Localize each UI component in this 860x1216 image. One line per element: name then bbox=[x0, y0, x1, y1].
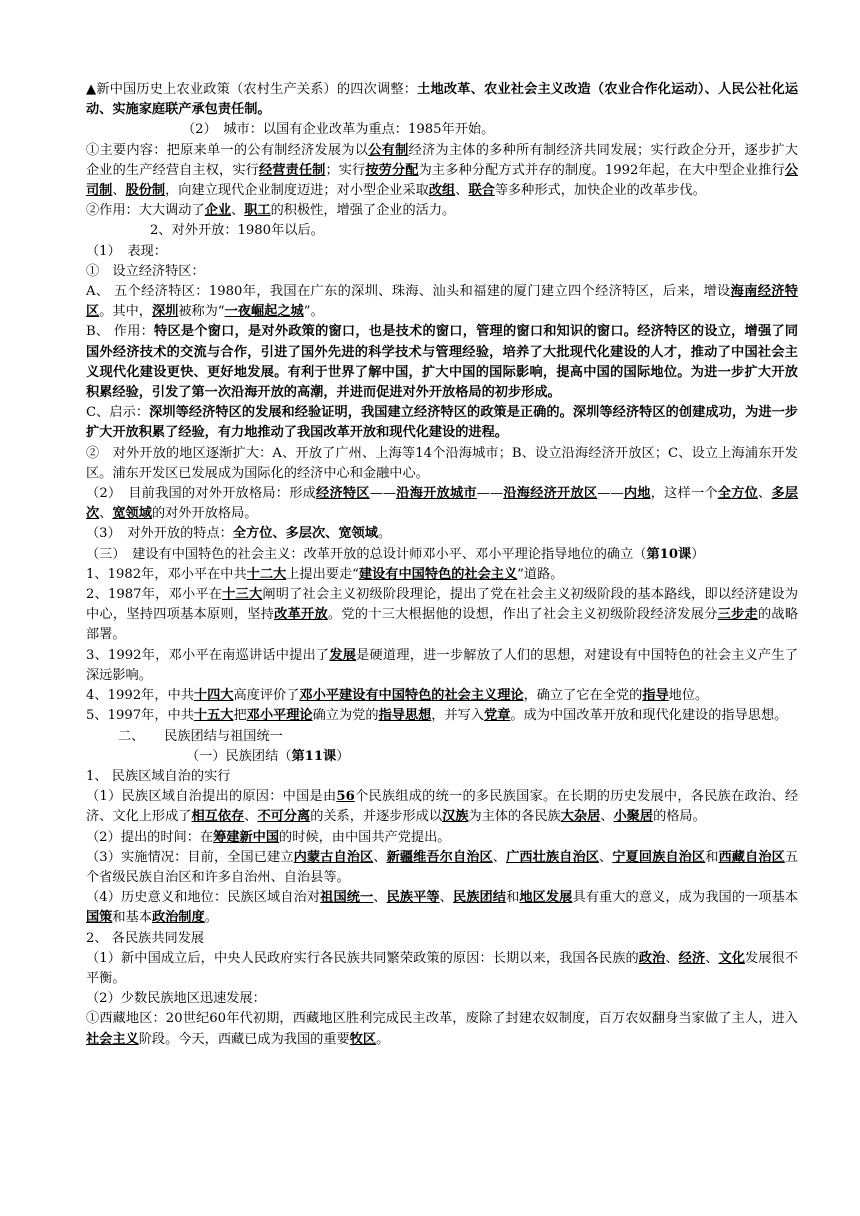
key-term: 深圳 bbox=[151, 304, 179, 320]
text-run: 二、 民族团结与祖国统一 bbox=[118, 728, 283, 744]
paragraph bbox=[86, 747, 798, 767]
text-run: 的时候，由中国共产党提出。 bbox=[279, 829, 451, 845]
text-run: 5、1997年，中共 bbox=[86, 708, 194, 724]
text-run: 、 bbox=[599, 849, 613, 865]
text-run: ，这样一个 bbox=[650, 486, 718, 502]
text-run: 上提出要走“ bbox=[286, 566, 359, 582]
key-term: 全方位 bbox=[717, 486, 759, 502]
key-term: 一夜崛起之城 bbox=[224, 304, 304, 320]
emphasis-text: 深圳等经济特区的发展和经验证明，我国建立经济特区的政策是正确的。深圳等经济特区的创建成功，为进一步扩大开放积累了经验，有力地推动了我国改革开放和现代化建设的进程。 bbox=[86, 405, 798, 441]
key-term: 宽领域 bbox=[112, 506, 152, 522]
paragraph bbox=[86, 282, 798, 322]
text-run: （3） 对外开放的特点： bbox=[86, 526, 233, 542]
paragraph bbox=[86, 787, 798, 827]
text-run: 阐明了社会主义初级阶段理论，提出了党在社会主义初级阶段的基本路线，即以经济建设为中心，坚持四项基本原则，坚持 bbox=[86, 587, 799, 623]
text-run: 、 bbox=[492, 849, 507, 865]
emphasis-text: 特区是个窗口，是对外政策的窗口，也是技术的窗口，管理的窗口和知识的窗口。经济特区的设立，增强了同国外经济技术的交流与合作，引进了国外先进的科学技术与管理经验，培养了大批现代化建设的人才，推动了中国社会主义现代化建设更快、更好地发展。有利于世界了解中国，扩大中国的国际影响，提高中国的国际地位。为进一步扩大开放积累经验，引发了第一次沿海开放的高潮，并进而促进对外开放格局的初步形成。 bbox=[86, 324, 799, 401]
text-run: （三） 建设有中国特色的社会主义：改革开放的总设计师邓小平、邓小平理论指导地位的确立（ bbox=[86, 546, 647, 562]
text-run: ，确立了它在全党的 bbox=[523, 688, 643, 704]
key-term: 民族平等 bbox=[386, 890, 440, 906]
text-run: 4、1992年，中共 bbox=[86, 688, 194, 704]
text-run: 确立为党的 bbox=[312, 708, 379, 724]
key-term: 文化 bbox=[718, 950, 746, 966]
key-term: 发展 bbox=[329, 647, 357, 663]
text-run: 2、1987年，邓小平在 bbox=[86, 587, 223, 603]
text-run: 的关系，并逐步形成以 bbox=[310, 809, 443, 825]
key-term: 党章 bbox=[484, 708, 511, 724]
text-run: 把 bbox=[233, 708, 247, 724]
text-run: 经济为主体的多种所有制经济共同发展；实行政企分开，逐步扩大企业的生产经营自主权，实行 bbox=[86, 142, 799, 178]
key-term: 地区发展 bbox=[519, 890, 573, 906]
paragraph bbox=[86, 848, 798, 888]
text-run: 、 bbox=[244, 809, 258, 825]
text-run: 的战略部署。 bbox=[86, 607, 799, 643]
key-term: 改组 bbox=[428, 183, 456, 199]
text-run: 高度评价了 bbox=[233, 688, 300, 704]
text-run: （2） 城市：以国有企业改革为重点：1985年开始。 bbox=[182, 122, 495, 138]
key-term: 公有制 bbox=[368, 142, 409, 158]
text-run: C、启示： bbox=[86, 405, 150, 421]
paragraph bbox=[86, 484, 798, 524]
text-run: ”。 bbox=[303, 304, 324, 320]
text-run: 五个省级民族自治区和许多自治州、自治县等。 bbox=[86, 849, 799, 885]
text-run: （1）民族区域自治提出的原因：中国是由 bbox=[86, 789, 337, 805]
key-term: 职工 bbox=[244, 203, 271, 219]
key-term: 十四大 bbox=[193, 688, 234, 704]
text-run: 2、 各民族共同发展 bbox=[86, 930, 205, 946]
key-term: 十五大 bbox=[193, 708, 234, 724]
text-run: 、 bbox=[99, 506, 113, 522]
text-run: 被称为“ bbox=[178, 304, 225, 320]
key-term: 海南经济特区 bbox=[86, 284, 798, 320]
text-run: 1、 民族区域自治的实行 bbox=[86, 768, 231, 784]
key-term: 按劳分配 bbox=[365, 162, 419, 178]
paragraph bbox=[86, 646, 798, 686]
emphasis-text: 第11课 bbox=[291, 748, 337, 764]
key-term: 沿海开放城市 bbox=[396, 486, 477, 502]
text-run: 和 bbox=[705, 849, 719, 865]
key-term: 指导思想 bbox=[378, 708, 432, 724]
text-run: 发展很不平衡。 bbox=[86, 950, 799, 986]
text-run: ；实行 bbox=[325, 162, 366, 178]
text-run: （2）少数民族地区迅速发展： bbox=[86, 991, 266, 1007]
paragraph bbox=[86, 888, 798, 928]
key-term: 56 bbox=[336, 789, 355, 805]
emphasis-text: 全方位、多层次、宽领域 bbox=[232, 526, 378, 542]
text-run: 1、1982年，邓小平在中共 bbox=[86, 566, 247, 582]
text-run: 、 bbox=[373, 849, 387, 865]
text-run: 和 bbox=[506, 890, 520, 906]
key-term: 小聚居 bbox=[613, 809, 654, 825]
text-run: —— bbox=[476, 486, 504, 502]
key-term: 西藏自治区 bbox=[718, 849, 785, 865]
emphasis-text: 第10课 bbox=[646, 546, 692, 562]
text-run: 的对外开放格局。 bbox=[151, 506, 258, 522]
paragraph bbox=[86, 201, 798, 221]
key-term: 经济特区 bbox=[316, 486, 370, 502]
key-term: 大杂居 bbox=[560, 809, 601, 825]
text-run: （1）新中国成立后，中央人民政府实行各民族共同繁荣政策的原因：长期以来，我国各民族的 bbox=[86, 950, 639, 966]
text-run: 个民族组成的统一的多民族国家。在长期的历史发展中，各民族在政治、经济、文化上形成了 bbox=[86, 789, 799, 825]
key-term: 广西壮族自治区 bbox=[506, 849, 599, 865]
key-term: 社会主义 bbox=[86, 1031, 139, 1047]
paragraph bbox=[86, 242, 798, 262]
key-term: 筹建新中国 bbox=[213, 829, 280, 845]
text-run: 、 bbox=[455, 183, 469, 199]
text-run: ） bbox=[336, 748, 350, 764]
paragraph bbox=[86, 828, 798, 848]
key-term: 民族团结 bbox=[452, 890, 507, 906]
key-term: 汉族 bbox=[442, 809, 469, 825]
text-run: 、 bbox=[758, 486, 772, 502]
key-term: 不可分离 bbox=[257, 809, 311, 825]
text-run: 、 bbox=[373, 890, 387, 906]
key-term: 改革开放 bbox=[274, 607, 328, 623]
text-run: 、 bbox=[600, 809, 614, 825]
text-run: 。成为中国改革开放和现代化建设的指导思想。 bbox=[510, 708, 788, 724]
paragraph bbox=[86, 524, 798, 544]
text-run: 。党的十三大根据他的设想，作出了社会主义初级阶段经济发展分 bbox=[327, 607, 718, 623]
text-run: —— bbox=[369, 486, 397, 502]
key-term: 三步走 bbox=[717, 607, 758, 623]
paragraph bbox=[86, 80, 798, 120]
text-run: 是硬道理，进一步解放了人们的思想，对建设有中国特色的社会主义产生了深远影响。 bbox=[86, 647, 799, 683]
key-term: 沿海经济开放区 bbox=[503, 486, 598, 502]
key-term: 联合 bbox=[468, 183, 495, 199]
key-term: 股份制 bbox=[125, 183, 166, 199]
emphasis-text: 土地改革、农业社会主义改造（农业合作化运动）、人民公社化运动、实施家庭联产承包责任制。 bbox=[86, 82, 799, 118]
text-run: 。 bbox=[377, 526, 392, 542]
text-run: 的积极性，增强了企业的活力。 bbox=[270, 203, 456, 219]
text-run: 等多种形式，加快企业的改革步伐。 bbox=[494, 183, 706, 199]
text-run: （一）民族团结（ bbox=[186, 748, 292, 764]
text-run: ①西藏地区：20世纪60年代初期，西藏地区胜利完成民主改革，废除了封建农奴制度，百万农奴翻身当家做了主人，进入 bbox=[86, 1011, 798, 1027]
key-term: 十二大 bbox=[246, 566, 287, 582]
paragraph bbox=[86, 221, 798, 241]
text-run: 的格局。 bbox=[653, 809, 706, 825]
paragraph bbox=[86, 444, 798, 484]
key-term: 祖国统一 bbox=[320, 890, 374, 906]
key-term: 多层次 bbox=[86, 486, 799, 522]
text-run: ②作用：大大调动了 bbox=[86, 203, 205, 219]
paragraph bbox=[86, 403, 798, 443]
text-run: B、 作用： bbox=[86, 324, 155, 340]
paragraph bbox=[86, 545, 798, 565]
key-term: 内地 bbox=[623, 486, 651, 502]
key-term: 新疆维吾尔自治区 bbox=[386, 849, 493, 865]
text-run: 具有重大的意义，成为我国的一项基本 bbox=[572, 890, 799, 906]
paragraph bbox=[86, 322, 798, 403]
key-term: 相互依存 bbox=[191, 809, 245, 825]
key-term: 建设有中国特色的社会主义 bbox=[358, 566, 518, 582]
text-run: 为主多种分配方式并存的制度。1992年起，在大中型企业推行 bbox=[418, 162, 785, 178]
key-term: 经营责任制 bbox=[258, 162, 326, 178]
text-run: 2、对外开放：1980年以后。 bbox=[150, 223, 324, 239]
text-run: —— bbox=[597, 486, 624, 502]
text-run: 。其中， bbox=[99, 304, 152, 320]
paragraph bbox=[86, 120, 798, 140]
text-run: 为主体的各民族 bbox=[468, 809, 561, 825]
paragraph bbox=[86, 989, 798, 1009]
text-run: 、 bbox=[665, 950, 679, 966]
paragraph bbox=[86, 565, 798, 585]
text-run: ①主要内容：把原来单一的公有制经济发展为以 bbox=[86, 142, 369, 158]
key-term: 指导 bbox=[642, 688, 669, 704]
text-run: 。 bbox=[204, 910, 218, 926]
key-term: 政治 bbox=[638, 950, 666, 966]
paragraph bbox=[86, 706, 798, 726]
text-run: 阶段。今天，西藏已成为我国的重要 bbox=[138, 1031, 350, 1047]
text-run: A、 五个经济特区：1980年，我国在广东的深圳、珠海、汕头和福建的厦门建立四个经济特区，后来，增设 bbox=[86, 284, 731, 300]
paragraph bbox=[86, 949, 798, 989]
paragraph bbox=[86, 1009, 798, 1049]
text-run: 、 bbox=[705, 950, 719, 966]
text-run: ，并写入 bbox=[431, 708, 485, 724]
key-term: 企业 bbox=[204, 203, 232, 219]
text-run: ① 设立经济特区： bbox=[86, 263, 205, 279]
key-term: 宁夏回族自治区 bbox=[612, 849, 706, 865]
key-term: 内蒙古自治区 bbox=[293, 849, 374, 865]
text-run: ▲新中国历史上农业政策（农村生产关系）的四次调整： bbox=[86, 82, 418, 97]
text-run: （1） 表现： bbox=[86, 243, 167, 259]
text-run: （3）实施情况：目前，全国已建立 bbox=[86, 849, 294, 865]
text-run: 、 bbox=[112, 183, 126, 199]
text-run: 和基本 bbox=[112, 910, 152, 926]
paragraph bbox=[86, 585, 798, 646]
key-term: 公司制 bbox=[86, 162, 799, 199]
text-run: 地位。 bbox=[668, 688, 709, 704]
key-term: 十三大 bbox=[222, 587, 263, 603]
key-term: 牧区 bbox=[349, 1031, 377, 1047]
key-term: 经济 bbox=[678, 950, 706, 966]
paragraph bbox=[86, 686, 798, 706]
text-run: （2）提出的时间：在 bbox=[86, 829, 214, 845]
key-term: 邓小平建设有中国特色的社会主义理论 bbox=[299, 688, 524, 704]
text-run: ） bbox=[691, 546, 705, 562]
key-term: 政治制度 bbox=[151, 910, 205, 926]
text-run: ，向建立现代企业制度迈进；对小型企业采取 bbox=[165, 183, 429, 199]
text-run: 、 bbox=[439, 890, 453, 906]
text-run: ② 对外开放的地区逐渐扩大：A、开放了广州、上海等14个沿海城市；B、设立沿海经济开放区；C、设立上海浦东开发区。浦东开发区已发展成为国际化的经济中心和金融中心。 bbox=[86, 445, 798, 481]
text-run: （2） 目前我国的对外开放格局：形成 bbox=[86, 486, 317, 502]
paragraph bbox=[86, 141, 798, 202]
paragraph bbox=[86, 262, 798, 282]
text-run: （4）历史意义和地位：民族区域自治对 bbox=[86, 890, 321, 906]
text-run: 3、1992年，邓小平在南巡讲话中提出了 bbox=[86, 647, 330, 663]
key-term: 国策 bbox=[86, 910, 113, 926]
key-term: 邓小平理论 bbox=[246, 708, 313, 724]
paragraph bbox=[86, 727, 798, 747]
text-run: 。 bbox=[376, 1031, 390, 1047]
paragraph bbox=[86, 929, 798, 949]
text-run: ”道路。 bbox=[517, 566, 564, 582]
paragraph bbox=[86, 767, 798, 787]
text-run: 、 bbox=[231, 203, 245, 219]
